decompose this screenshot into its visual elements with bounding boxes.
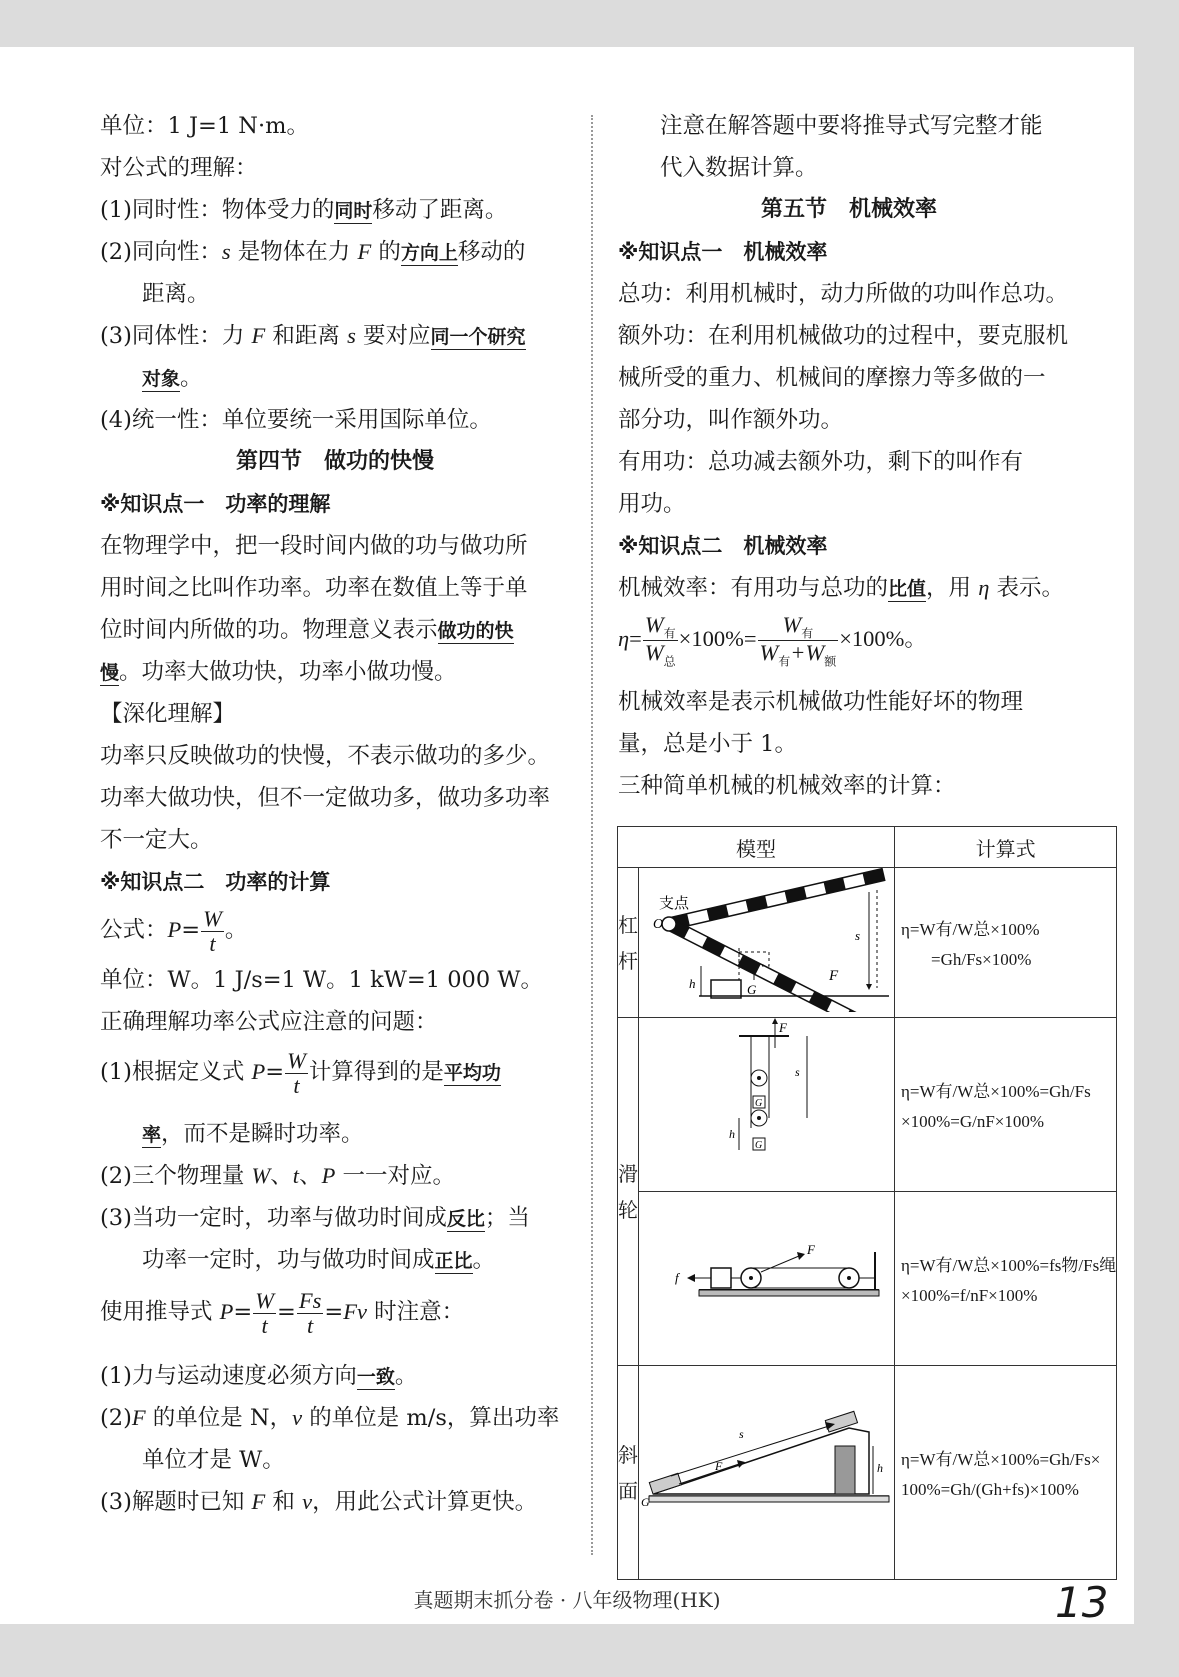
svg-text:s: s (795, 1065, 800, 1079)
efficiency-formula: η= $\frac{W_有}{W_总}$ ×100%= $\frac{W_有}{W_有+W_额}$ ×100%。 (618, 612, 927, 669)
emphasis: 方向上 (400, 242, 458, 264)
knowledge-point-1: ※知识点一 功率的理解 (100, 492, 331, 516)
svg-text:h: h (877, 1461, 883, 1475)
emphasis: 率 (142, 1124, 162, 1146)
page-footer: 真题期末抓分卷 · 八年级物理(HK) (413, 1588, 721, 1612)
svg-text:F: F (807, 1242, 815, 1257)
emphasis: 正比 (434, 1250, 473, 1272)
paragraph-line: 械所受的重力、机械间的摩擦力等多做的一 (618, 365, 1046, 391)
lever-formula: η=W有/W总×100% =Gh/Fs×100% (895, 868, 1117, 1018)
label-pulley: 滑 轮 (618, 1018, 639, 1366)
svg-text:G: G (755, 1098, 763, 1109)
item-unity: (4)统一性：单位要统一采用国际单位。 (100, 407, 492, 433)
header-formula: 计算式 (895, 827, 1117, 868)
note-units-cont: 单位才是 W。 (142, 1447, 285, 1473)
paragraph-line: 慢。功率大做功快，功率小做功慢。 (100, 659, 457, 685)
paragraph-line: 用功。 (618, 491, 686, 517)
svg-text:F: F (715, 1459, 723, 1473)
note-average-power: (1)根据定义式 P= $\frac{W}{t}$ 计算得到的是平均功 (100, 1048, 501, 1098)
knowledge-point-2: ※知识点二 机械效率 (618, 534, 828, 558)
emphasis: 同一个研究 (430, 326, 526, 348)
knowledge-point-1: ※知识点一 机械效率 (618, 240, 828, 264)
emphasis: 平均功 (443, 1062, 501, 1085)
emphasis: 反比 (446, 1208, 485, 1230)
efficiency-table (617, 826, 1117, 1580)
svg-text:s: s (739, 1427, 744, 1441)
incline-illustration (639, 1366, 894, 1574)
note-faster: (3)解题时已知 F 和 v，用此公式计算更快。 (100, 1489, 538, 1515)
unit-line: 单位：W。1 J/s=1 W。1 kW=1 000 W。 (100, 967, 543, 993)
paragraph-line: 功率大做功快，但不一定做功多，做功多功率 (100, 785, 551, 811)
column-divider (591, 115, 593, 1555)
svg-text:G: G (747, 982, 757, 997)
fraction: $\frac{W}{t}$ (287, 1048, 306, 1098)
pulley-horizontal-formula: η=W有/W总×100%=fs物/Fs绳 ×100%=f/nF×100% (895, 1192, 1117, 1366)
label-lever: 杠 杆 (618, 868, 639, 1018)
label-incline: 斜 面 (618, 1366, 639, 1580)
paragraph-line: 用时间之比叫作功率。功率在数值上等于单 (100, 575, 528, 601)
svg-text:f: f (675, 1270, 679, 1285)
note-direction: (1)力与运动速度必须方向一致。 (100, 1363, 418, 1389)
note-proportion: (3)当功一定时，功率与做功时间成反比；当 (100, 1205, 530, 1231)
lever-illustration (639, 868, 894, 1012)
emphasis: 做功的快 (437, 620, 514, 642)
note-units: (2)F 的单位是 N，v 的单位是 m/s，算出功率 (100, 1405, 560, 1431)
paragraph-line: 部分功，叫作额外功。 (618, 407, 844, 433)
item-same-body-cont: 对象。 (142, 365, 203, 391)
svg-text:s: s (855, 928, 861, 943)
svg-text:F: F (829, 968, 839, 984)
svg-text:支点: 支点 (659, 896, 690, 912)
section-4-title: 第四节 做功的快慢 (235, 449, 434, 474)
paragraph-line: 代入数据计算。 (660, 155, 818, 181)
unit-line: 单位：1 J=1 N·m。 (100, 113, 309, 139)
svg-text:G: G (641, 1495, 650, 1509)
pulley-vertical-formula: η=W有/W总×100%=Gh/Fs ×100%=G/nF×100% (895, 1018, 1117, 1192)
paragraph-line: 三种简单机械的机械效率的计算： (618, 773, 956, 799)
paragraph-line: 位时间内所做的功。物理意义表示做功的快 (100, 617, 514, 643)
emphasis: 一致 (356, 1366, 395, 1388)
right-column (618, 105, 1080, 807)
svg-text:F: F (779, 1020, 787, 1035)
paragraph-line: 注意在解答题中要将推导式写完整才能 (660, 113, 1043, 139)
efficiency-definition: 机械效率：有用功与总功的比值，用 η 表示。 (618, 575, 1065, 601)
power-formula: 公式：P= $\frac{W}{t}$ 。 (100, 906, 248, 956)
header-model: 模型 (618, 827, 895, 868)
item-same-direction: (2)同向性：s 是物体在力 F 的方向上移动的 (100, 239, 526, 265)
paragraph-line: 额外功：在利用机械做功的过程中，要克服机 (618, 323, 1069, 349)
svg-text:G: G (755, 1140, 763, 1151)
lever-diagram (639, 868, 895, 1018)
section-5-title: 第五节 机械效率 (760, 197, 937, 222)
svg-text:O: O (653, 917, 664, 932)
item-same-body: (3)同体性：力 F 和距离 s 要对应同一个研究 (100, 323, 526, 349)
emphasis: 对象 (142, 368, 181, 390)
derived-formula: 使用推导式 P= $\frac{W}{t}$ = $\frac{Fs}{t}$ =Fv 时注意： (100, 1288, 465, 1338)
paragraph-line: 量，总是小于 1。 (618, 731, 797, 757)
emphasis: 比值 (888, 578, 927, 600)
page-number: 13 (1055, 1578, 1109, 1627)
emphasis: 同时 (334, 200, 373, 222)
left-column (100, 105, 570, 1523)
emphasis: 慢 (100, 662, 120, 684)
note-proportion-cont: 功率一定时，功与做功时间成正比。 (142, 1247, 496, 1273)
knowledge-point-2: ※知识点二 功率的计算 (100, 870, 331, 894)
deep-understanding-label: 【深化理解】 (100, 701, 236, 727)
incline-diagram (639, 1366, 895, 1580)
paragraph-line: 功率只反映做功的快慢，不表示做功的多少。 (100, 743, 551, 769)
incline-formula: η=W有/W总×100%=Gh/Fs× 100%=Gh/(Gh+fs)×100% (895, 1366, 1117, 1580)
item-simultaneity: (1)同时性：物体受力的同时移动了距离。 (100, 197, 508, 223)
paragraph-line: 在物理学中，把一段时间内做的功与做功所 (100, 533, 528, 559)
pulley-vertical-illustration (639, 1018, 894, 1186)
note-average-power-cont: 率，而不是瞬时功率。 (142, 1121, 364, 1147)
item-same-direction-cont: 距离。 (142, 281, 210, 307)
pulley-horizontal-illustration (639, 1192, 894, 1360)
paragraph-line: 不一定大。 (100, 827, 213, 853)
fraction: $\frac{W}{t}$ (203, 906, 222, 956)
formula-understanding: 对公式的理解： (100, 155, 258, 181)
svg-text:h: h (729, 1127, 735, 1141)
paragraph-line: 正确理解功率公式应注意的问题： (100, 1009, 438, 1035)
pulley-horizontal-diagram (639, 1192, 895, 1366)
paragraph-line: 机械效率是表示机械做功性能好坏的物理 (618, 689, 1024, 715)
paragraph-line: 有用功：总功减去额外功，剩下的叫作有 (618, 449, 1024, 475)
svg-text:h: h (689, 976, 696, 991)
paragraph-line: 总功：利用机械时，动力所做的功叫作总功。 (618, 281, 1069, 307)
pulley-vertical-diagram (639, 1018, 895, 1192)
note-one-to-one: (2)三个物理量 W、t、P 一一对应。 (100, 1163, 455, 1189)
